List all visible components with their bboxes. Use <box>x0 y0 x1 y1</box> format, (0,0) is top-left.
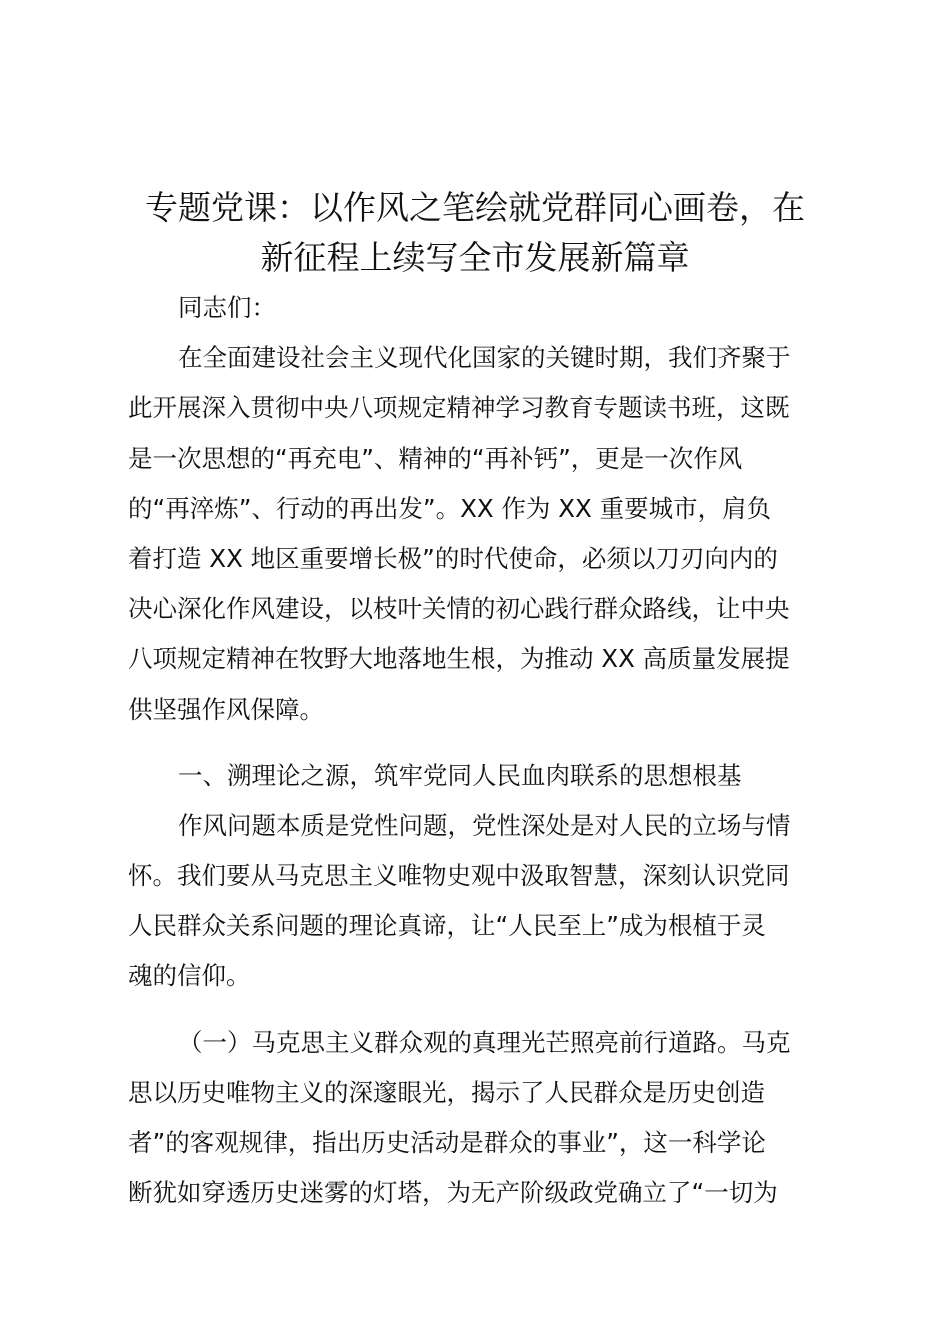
paragraph-gap <box>128 1002 828 1018</box>
paragraph-gap <box>128 735 828 751</box>
paragraph-line: 人民群众关系问题的理论真谛，让“人民至上”成为根植于灵 <box>128 911 766 941</box>
paragraph-line: 者”的客观规律，指出历史活动是群众的事业”，这一科学论 <box>128 1128 766 1157</box>
paragraph-intro <box>128 333 828 735</box>
section-heading-line: 一、溯理论之源，筑牢党同人民血肉联系的思想根基 <box>178 760 742 790</box>
paragraph-line: 作风问题本质是党性问题，党性深处是对人民的立场与情 <box>178 810 791 840</box>
paragraph-line: 供坚强作风保障。 <box>128 694 324 724</box>
paragraph-line: 怀。我们要从马克思主义唯物史观中汲取智慧，深刻认识党同 <box>128 861 790 891</box>
paragraph-line: 魂的信仰。 <box>128 961 251 991</box>
paragraph-line: 的“再淬炼”、行动的再出发”。XX 作为 XX 重要城市，肩负 <box>128 493 772 523</box>
paragraph-line: 是一次思想的“再充电”、精神的“再补钙”，更是一次作风 <box>128 443 743 473</box>
title-line-1: 专题党课：以作风之笔绘就党群同心画卷，在 <box>145 188 805 227</box>
document-body <box>128 283 828 1218</box>
paragraph-line: 决心深化作风建设，以枝叶关情的初心践行群众路线，让中央 <box>128 594 790 624</box>
paragraph-subsection-1 <box>128 1018 828 1219</box>
title-line-2: 新征程上续写全市发展新篇章 <box>260 238 690 277</box>
paragraph-section-1 <box>128 801 828 1002</box>
salutation: 同志们： <box>178 293 276 322</box>
paragraph-line: 着打造 XX 地区重要增长极”的时代使命，必须以刀刃向内的 <box>128 543 778 573</box>
paragraph-line: 思以历史唯物主义的深邃眼光，揭示了人民群众是历史创造 <box>128 1077 765 1107</box>
paragraph-line: 此开展深入贯彻中央八项规定精神学习教育专题读书班，这既 <box>128 393 790 423</box>
paragraph-line: （一）马克思主义群众观的真理光芒照亮前行道路。马克 <box>178 1027 791 1057</box>
paragraph-line: 在全面建设社会主义现代化国家的关键时期，我们齐聚于 <box>178 343 791 373</box>
paragraph-line: 断犹如穿透历史迷雾的灯塔，为无产阶级政党确立了“一切为 <box>128 1178 778 1208</box>
paragraph-line: 八项规定精神在牧野大地落地生根，为推动 XX 高质量发展提 <box>128 644 790 674</box>
document-title <box>118 183 832 283</box>
section-1-heading <box>128 751 828 801</box>
